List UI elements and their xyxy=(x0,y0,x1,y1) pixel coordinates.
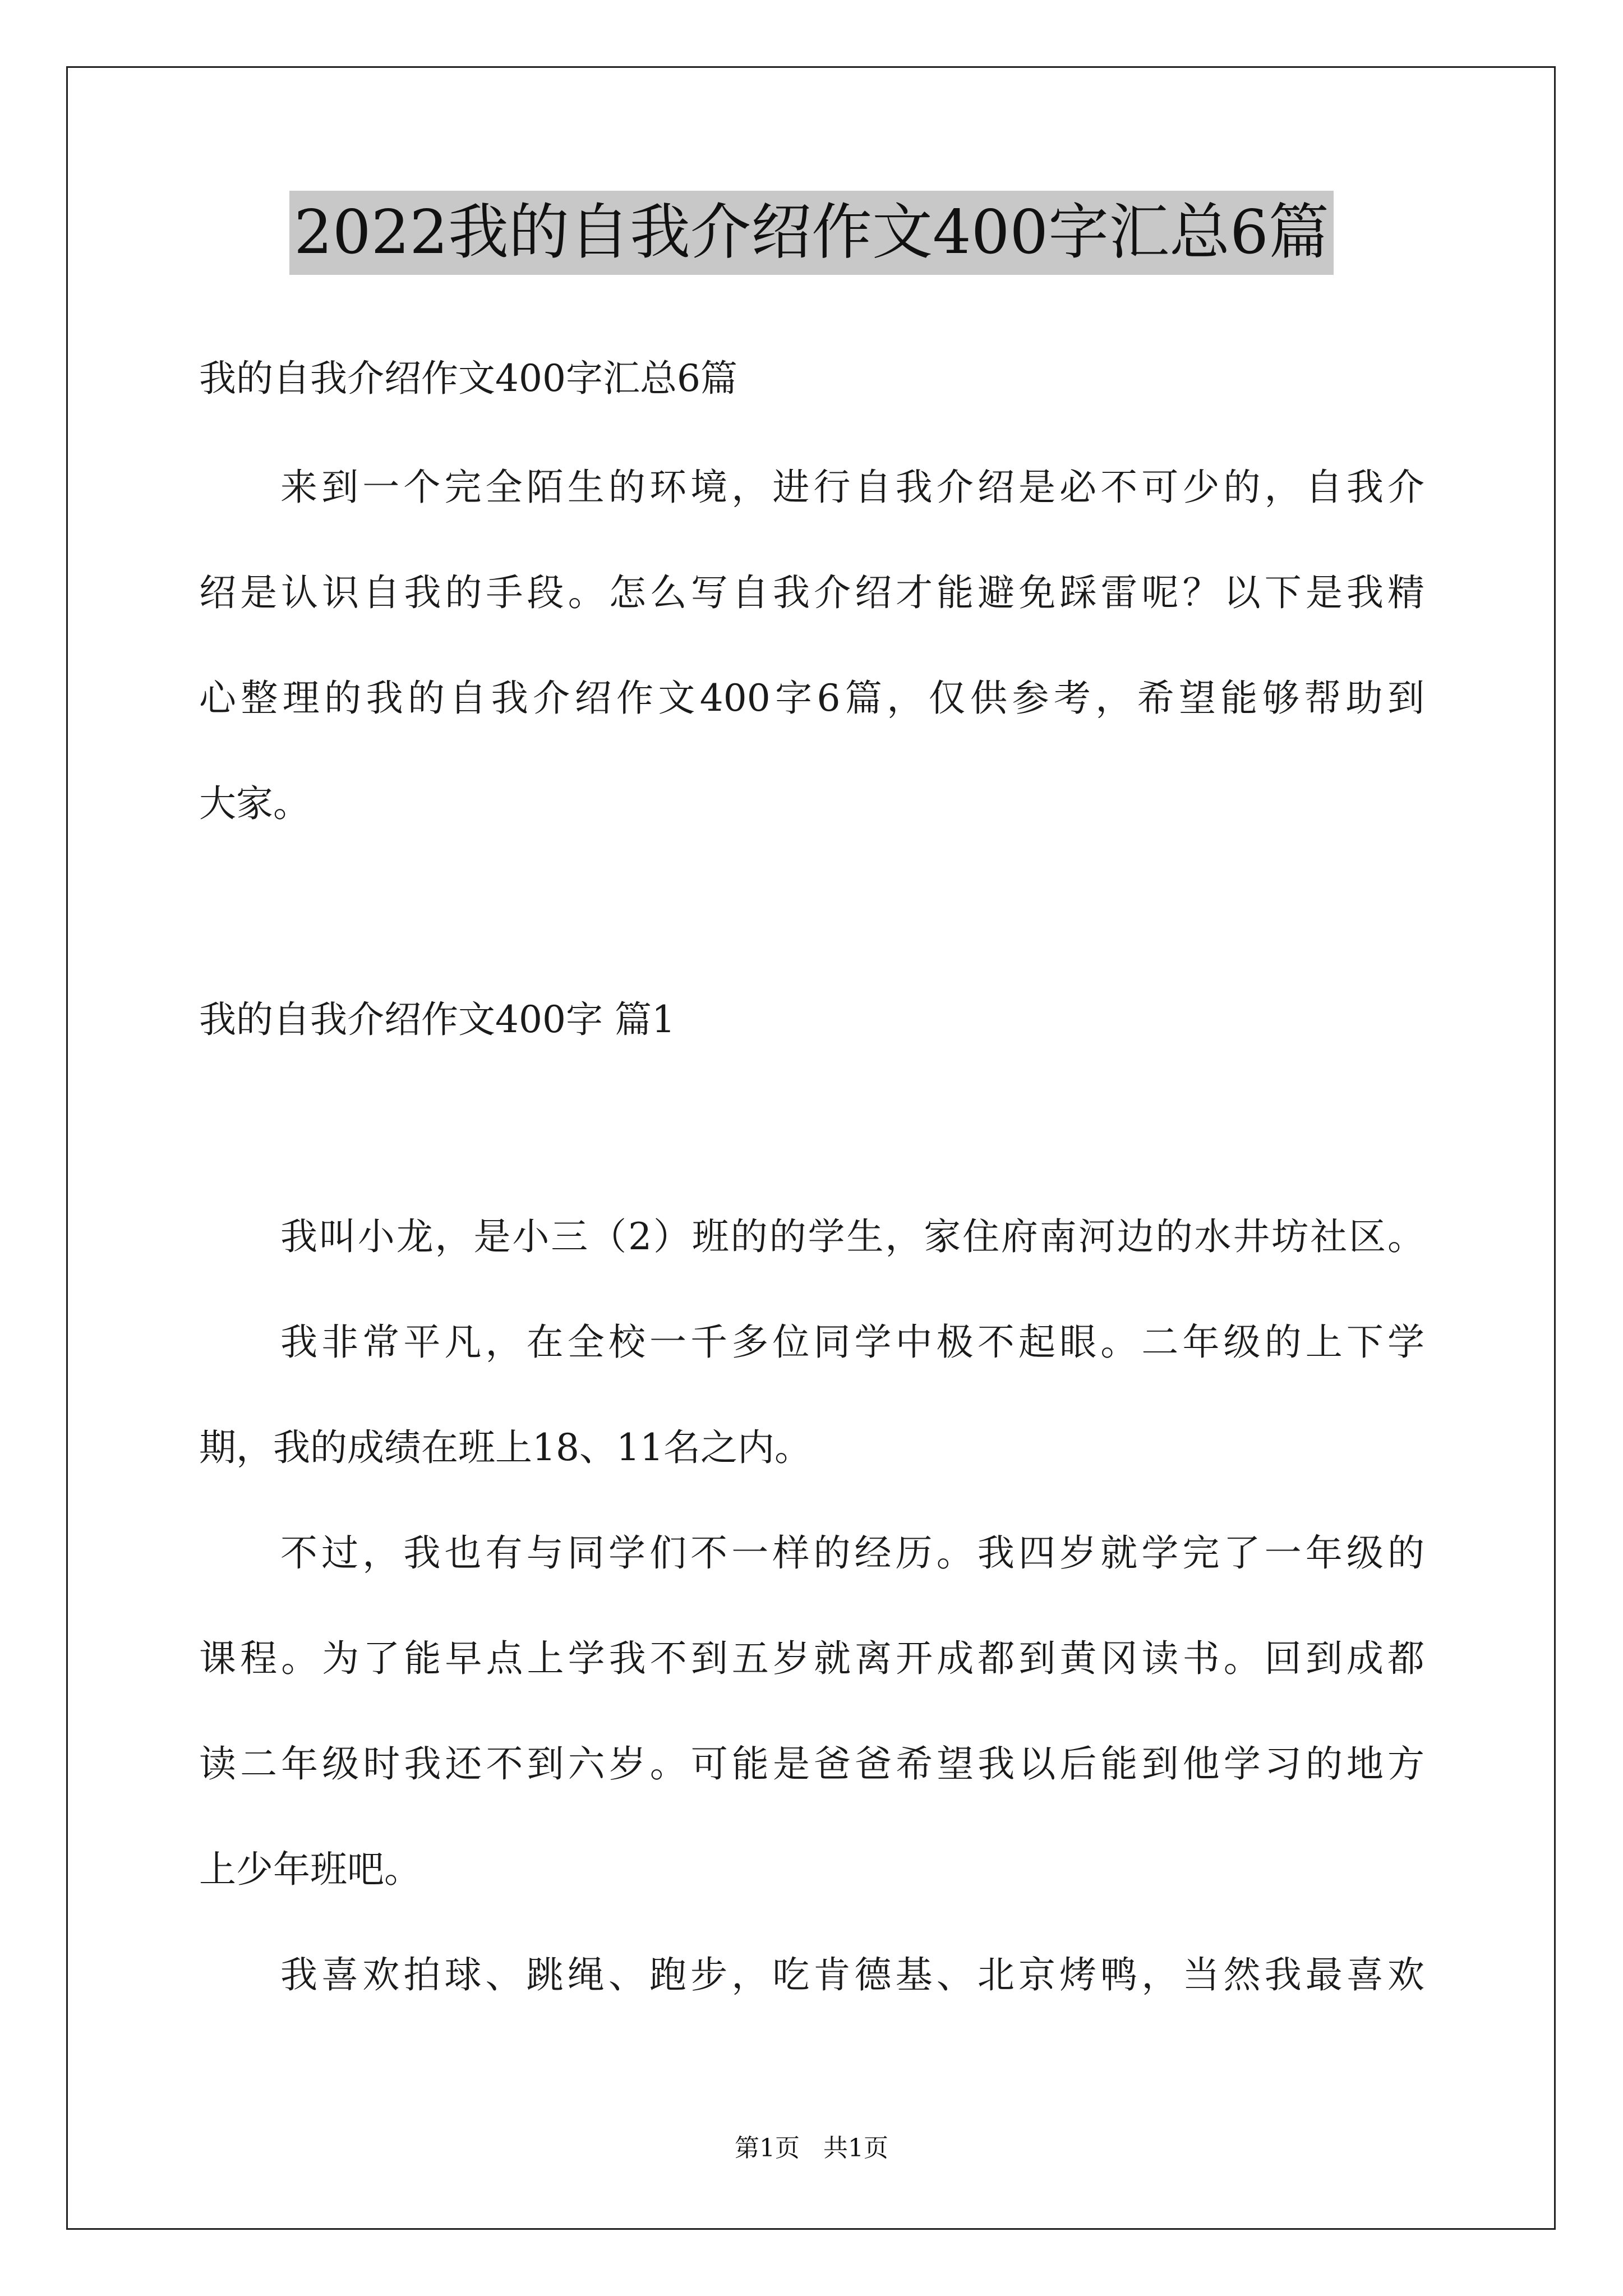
document-subtitle: 我的自我介绍作文400字汇总6篇 xyxy=(199,357,737,400)
body-line-3: 期，我的成绩在班上18、11名之内。 xyxy=(199,1426,811,1469)
document-title: 2022我的自我介绍作文400字汇总6篇 xyxy=(289,191,1334,275)
body-line-5: 课程。为了能早点上学我不到五岁就离开成都到黄冈读书。回到成都 xyxy=(199,1637,1424,1680)
page-number-footer: 第1页 共1页 xyxy=(735,2134,888,2162)
intro-line-3: 心整理的我的自我介绍作文400字6篇，仅供参考，希望能够帮助到 xyxy=(199,677,1424,720)
intro-line-2: 绍是认识自我的手段。怎么写自我介绍才能避免踩雷呢？以下是我精 xyxy=(199,571,1424,614)
body-line-8: 我喜欢拍球、跳绳、跑步，吃肯德基、北京烤鸭，当然我最喜欢 xyxy=(280,1953,1424,1996)
body-line-4: 不过，我也有与同学们不一样的经历。我四岁就学完了一年级的 xyxy=(280,1531,1424,1575)
body-line-2: 我非常平凡，在全校一千多位同学中极不起眼。二年级的上下学 xyxy=(280,1320,1424,1364)
intro-line-4: 大家。 xyxy=(199,782,310,825)
body-line-1: 我叫小龙，是小三（2）班的的学生，家住府南河边的水井坊社区。 xyxy=(280,1215,1424,1258)
intro-line-1: 来到一个完全陌生的环境，进行自我介绍是必不可少的，自我介 xyxy=(280,466,1424,509)
title-container xyxy=(0,191,1623,275)
section-heading: 我的自我介绍作文400字 篇1 xyxy=(199,998,675,1041)
body-line-7: 上少年班吧。 xyxy=(199,1848,421,1891)
body-line-6: 读二年级时我还不到六岁。可能是爸爸希望我以后能到他学习的地方 xyxy=(199,1742,1424,1786)
